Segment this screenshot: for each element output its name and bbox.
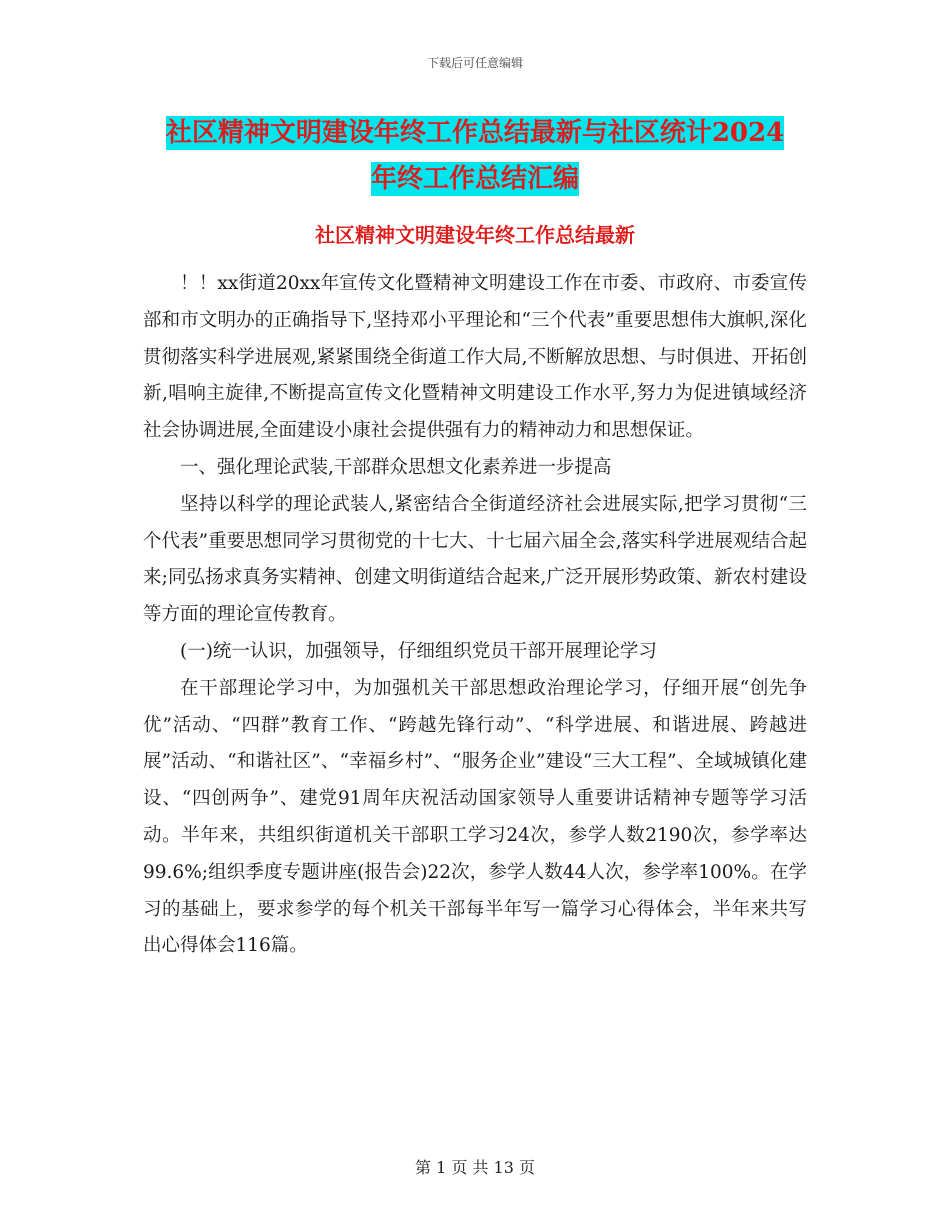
paragraph: 在干部理论学习中，为加强机关干部思想政治理论学习，仔细开展“创先争优”活动、“四群”教育工作、“跨越先锋行动”、“科学进展、和谐进展、跨越进展”活动、“和谐社区”、“幸福乡村”、“服务企业”建设“三大工程”、全域城镇化建设、“四创两争”、建党91周年庆祝活动国家领导人重要讲话精神专题等学习活动。半年来，共组织街道机关干部职工学习24次，参学人数2190次，参学率达99.6%;组织季度专题讲座(报告会)22次，参学人数44人次，参学率100%。在学习的基础上，要求参学的每个机关干部每半年写一篇学习心得体会，半年来共写出心得体会116篇。 (143, 677, 807, 957)
paragraph: 坚持以科学的理论武装人,紧密结合全街道经济社会进展实际,把学习贯彻“三个代表”重要思想同学习贯彻党的十七大、十七届六届全会,落实科学进展观结合起来;同弘扬求真务实精神、创建文明街道结合起来,广泛开展形势政策、新农村建设等方面的理论宣传教育。 (143, 493, 807, 626)
section-title: 社区精神文明建设年终工作总结最新 (315, 223, 635, 247)
paragraph-subheading: (一)统一认识，加强领导，仔细组织党员干部开展理论学习 (180, 640, 657, 662)
paragraph: ！！xx街道20xx年宣传文化暨精神文明建设工作在市委、市政府、市委宣传部和市文明办的正确指导下,坚持邓小平理论和“三个代表”重要思想伟大旗帜,深化贯彻落实科学进展观,紧紧围绕全街道工作大局,不断解放思想、与时俱进、开拓创新,唱响主旋律,不断提高宣传文化暨精神文明建设工作水平,努力为促进镇域经济社会协调进展,全面建设小康社会提供强有力的精神动力和思想保证。 (143, 273, 807, 442)
paragraph-heading: 一、强化理论武装,干部群众思想文化素养进一步提高 (180, 456, 612, 478)
page-header: 下载后可任意编辑 (426, 56, 523, 70)
title-line-2: 年终工作总结汇编 (370, 164, 579, 194)
page-footer: 第 1 页 共 13 页 (415, 1158, 535, 1177)
title-line-1: 社区精神文明建设年终工作总结最新与社区统计2024 (165, 118, 785, 148)
document-title (0, 110, 950, 202)
body-text (143, 266, 807, 965)
